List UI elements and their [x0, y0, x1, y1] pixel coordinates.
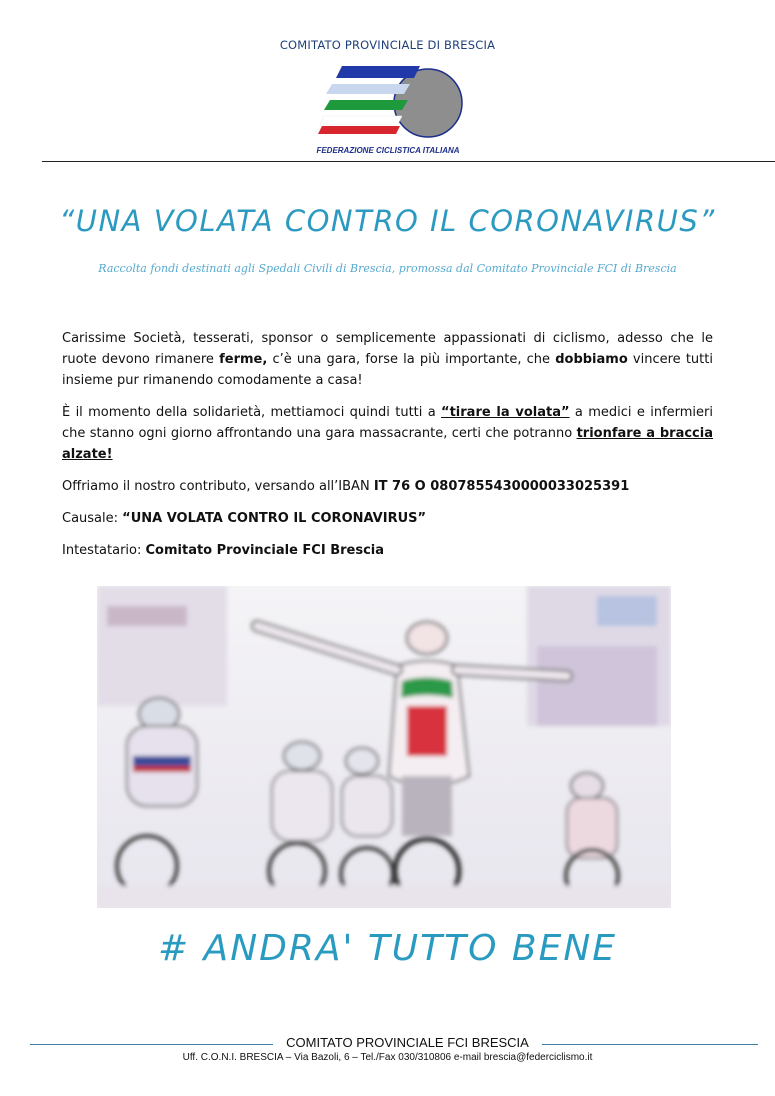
- hashtag: # ANDRA' TUTTO BENE: [157, 928, 618, 969]
- bold-text: ferme,: [219, 352, 268, 367]
- page-title: “UNA VOLATA CONTRO IL CORONAVIRUS”: [59, 204, 716, 238]
- page-subtitle: Raccolta fondi destinati agli Spedali Civili di Brescia, promossa dal Comitato Provinciale FCI di Brescia: [98, 262, 677, 275]
- text: a medici e infermieri che stanno ogni giorno affrontando una gara massacrante, certi che potranno: [62, 405, 713, 441]
- underlined-text: trionfare a braccia alzate!: [62, 426, 713, 462]
- text: Intestatario:: [62, 543, 146, 558]
- paragraph-causale: [62, 508, 713, 529]
- text: È il momento della solidarietà, mettiamoci quindi tutti a: [62, 405, 442, 420]
- underlined-text: “tirare la volata”: [441, 405, 570, 420]
- logo-caption: FEDERAZIONE CICLISTICA ITALIANA: [316, 146, 460, 155]
- paragraph-intro: [62, 328, 713, 391]
- footer-org-name: COMITATO PROVINCIALE FCI BRESCIA: [286, 1035, 529, 1050]
- paragraph-holder: [62, 540, 713, 561]
- holder-value: Comitato Provinciale FCI Brescia: [145, 543, 385, 558]
- text: Causale:: [62, 511, 123, 526]
- paragraph-solidarity: [62, 402, 713, 465]
- bold-text: dobbiamo: [555, 352, 628, 367]
- body-text: [62, 328, 713, 572]
- footer-divider-left: [30, 1044, 273, 1045]
- text: c’è una gara, forse la più importante, che: [267, 352, 556, 367]
- header-divider: [42, 161, 775, 162]
- text: Offriamo il nostro contributo, versando all’IBAN: [62, 479, 374, 494]
- causale-value: “UNA VOLATA CONTRO IL CORONAVIRUS”: [122, 511, 427, 526]
- text: Carissime Società, tesserati, sponsor o semplicemente appassionati di ciclismo, adesso che le ruote devono rimanere: [62, 331, 713, 367]
- footer-address: Uff. C.O.N.I. BRESCIA – Via Bazoli, 6 – Tel./Fax 030/310806 e-mail brescia@federciclismo.it: [182, 1052, 593, 1063]
- header-org-name: COMITATO PROVINCIALE DI BRESCIA: [279, 38, 496, 52]
- iban-value: IT 76 O 0807855430000033025391: [373, 479, 630, 494]
- footer-divider-right: [542, 1044, 758, 1045]
- cyclist-sprint-photo: [97, 586, 671, 908]
- paragraph-iban: [62, 476, 713, 497]
- text: vincere tutti insieme pur rimanendo comodamente a casa!: [62, 352, 713, 388]
